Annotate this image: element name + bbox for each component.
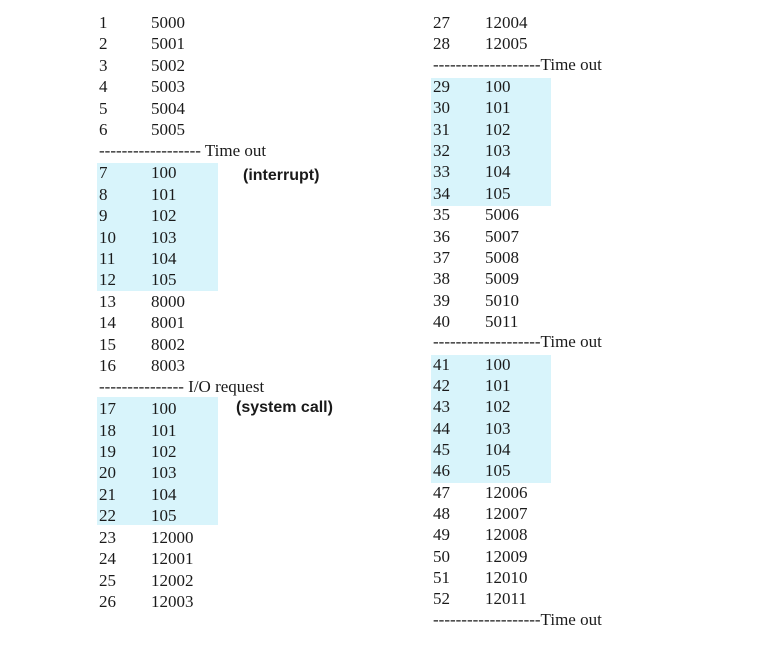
trace-step-number: 48	[433, 504, 450, 524]
trace-address: 12008	[485, 525, 528, 545]
trace-step-number: 28	[433, 34, 450, 54]
trace-row	[433, 33, 573, 54]
trace-address: 103	[151, 227, 177, 247]
trace-step-number: 46	[433, 461, 450, 481]
trace-step-number: 3	[99, 55, 108, 75]
trace-address: 5005	[151, 120, 185, 140]
trace-row	[433, 396, 573, 417]
trace-step-number: 1	[99, 13, 108, 32]
trace-row	[433, 567, 573, 588]
trace-address: 12011	[485, 589, 527, 609]
trace-step-number: 20	[99, 463, 116, 483]
trace-address: 104	[485, 162, 511, 182]
trace-address: 12004	[485, 13, 528, 32]
trace-row	[433, 204, 573, 225]
trace-address: 12010	[485, 568, 528, 588]
trace-step-number: 36	[433, 226, 450, 246]
trace-address: 12000	[151, 527, 194, 547]
trace-address: 102	[151, 206, 177, 226]
trace-step-number: 39	[433, 290, 450, 310]
trace-address: 105	[485, 461, 511, 481]
trace-step-number: 27	[433, 13, 450, 32]
trace-row	[433, 482, 573, 503]
trace-row	[433, 140, 573, 161]
trace-step-number: 4	[99, 77, 108, 97]
trace-address: 102	[485, 397, 511, 417]
trace-step-number: 17	[99, 399, 116, 419]
trace-address: 103	[151, 463, 177, 483]
trace-row	[433, 588, 573, 609]
trace-step-number: 31	[433, 119, 450, 139]
trace-row	[433, 354, 573, 375]
trace-address: 103	[485, 418, 511, 438]
trace-address: 105	[151, 506, 177, 526]
trace-address: 12006	[485, 482, 528, 502]
trace-step-number: 26	[99, 592, 116, 612]
trace-address: 8001	[151, 313, 185, 333]
trace-address: 101	[485, 98, 511, 118]
trace-address: 5009	[485, 269, 519, 289]
trace-row	[433, 226, 573, 247]
trace-step-number: 21	[99, 484, 116, 504]
trace-row	[433, 290, 573, 311]
trace-address: 104	[151, 484, 177, 504]
trace-address: 101	[151, 184, 177, 204]
trace-address: 100	[485, 354, 511, 374]
trace-address: 8000	[151, 291, 185, 311]
trace-row	[433, 161, 573, 182]
trace-address: 5004	[151, 98, 185, 118]
trace-address: 5003	[151, 77, 185, 97]
trace-step-number: 30	[433, 98, 450, 118]
trace-address: 101	[485, 375, 511, 395]
trace-step-number: 15	[99, 334, 116, 354]
trace-step-number: 16	[99, 356, 116, 376]
trace-step-number: 29	[433, 77, 450, 97]
trace-step-number: 44	[433, 418, 450, 438]
trace-step-number: 22	[99, 506, 116, 526]
trace-step-number: 6	[99, 120, 108, 140]
trace-step-number: 50	[433, 546, 450, 566]
trace-address: 103	[485, 141, 511, 161]
trace-step-number: 12	[99, 270, 116, 290]
system-call-annotation: (system call)	[236, 399, 333, 416]
trace-row	[433, 247, 573, 268]
trace-step-number: 9	[99, 206, 108, 226]
trace-address: 105	[485, 183, 511, 203]
trace-address: 8003	[151, 356, 185, 376]
trace-row	[433, 524, 573, 545]
trace-address: 105	[151, 270, 177, 290]
trace-address: 12002	[151, 570, 194, 590]
trace-address: 5002	[151, 55, 185, 75]
trace-step-number: 24	[99, 549, 116, 569]
trace-step-number: 13	[99, 291, 116, 311]
trace-step-number: 32	[433, 141, 450, 161]
trace-separator: --------------- I/O request	[99, 376, 265, 396]
trace-separator: -------------------Time out	[433, 609, 602, 629]
trace-step-number: 10	[99, 227, 116, 247]
trace-step-number: 8	[99, 184, 108, 204]
trace-row	[433, 311, 573, 332]
trace-separator: ------------------ Time out	[99, 140, 267, 160]
trace-step-number: 2	[99, 34, 108, 54]
trace-row	[433, 546, 573, 567]
trace-address: 104	[151, 248, 177, 268]
trace-step-number: 52	[433, 589, 450, 609]
trace-row	[433, 375, 573, 396]
trace-row	[433, 119, 573, 140]
trace-row	[433, 76, 573, 97]
trace-row	[433, 97, 573, 118]
trace-row	[433, 183, 573, 204]
trace-step-number: 38	[433, 269, 450, 289]
trace-row	[433, 418, 573, 439]
trace-address: 100	[151, 163, 177, 183]
trace-row	[433, 503, 573, 524]
trace-row	[433, 439, 573, 460]
trace-address: 5011	[485, 311, 519, 331]
trace-row	[433, 268, 573, 289]
trace-step-number: 11	[99, 248, 116, 268]
trace-step-number: 34	[433, 183, 450, 203]
trace-address: 5006	[485, 205, 519, 225]
trace-step-number: 37	[433, 247, 450, 267]
trace-address: 12003	[151, 592, 194, 612]
trace-address: 5007	[485, 226, 519, 246]
trace-step-number: 49	[433, 525, 450, 545]
trace-step-number: 33	[433, 162, 450, 182]
trace-step-number: 35	[433, 205, 450, 225]
trace-step-number: 25	[99, 570, 116, 590]
interrupt-annotation: (interrupt)	[243, 167, 320, 184]
trace-address: 5000	[151, 13, 185, 32]
trace-step-number: 18	[99, 420, 116, 440]
trace-address: 100	[151, 399, 177, 419]
trace-step-number: 47	[433, 482, 450, 502]
trace-address: 100	[485, 77, 511, 97]
trace-address: 12005	[485, 34, 528, 54]
trace-step-number: 14	[99, 313, 116, 333]
trace-address: 5001	[151, 34, 185, 54]
trace-step-number: 51	[433, 568, 450, 588]
trace-address: 104	[485, 440, 511, 459]
trace-separator: -------------------Time out	[433, 54, 602, 74]
trace-step-number: 19	[99, 442, 116, 461]
trace-address: 5008	[485, 247, 519, 267]
trace-step-number: 23	[99, 527, 116, 547]
trace-step-number: 45	[433, 440, 450, 459]
trace-address: 12009	[485, 546, 528, 566]
trace-address: 5010	[485, 290, 519, 310]
trace-address: 12007	[485, 504, 528, 524]
trace-step-number: 5	[99, 98, 108, 118]
trace-row	[433, 12, 573, 33]
trace-address: 102	[151, 442, 177, 461]
trace-step-number: 43	[433, 397, 450, 417]
trace-separator: -------------------Time out	[433, 332, 602, 352]
trace-address: 12001	[151, 549, 194, 569]
trace-step-number: 41	[433, 354, 450, 374]
trace-address: 101	[151, 420, 177, 440]
trace-step-number: 42	[433, 375, 450, 395]
trace-row	[433, 460, 573, 481]
trace-step-number: 7	[99, 163, 108, 183]
trace-step-number: 40	[433, 311, 450, 331]
trace-address: 8002	[151, 334, 185, 354]
trace-address: 102	[485, 119, 511, 139]
